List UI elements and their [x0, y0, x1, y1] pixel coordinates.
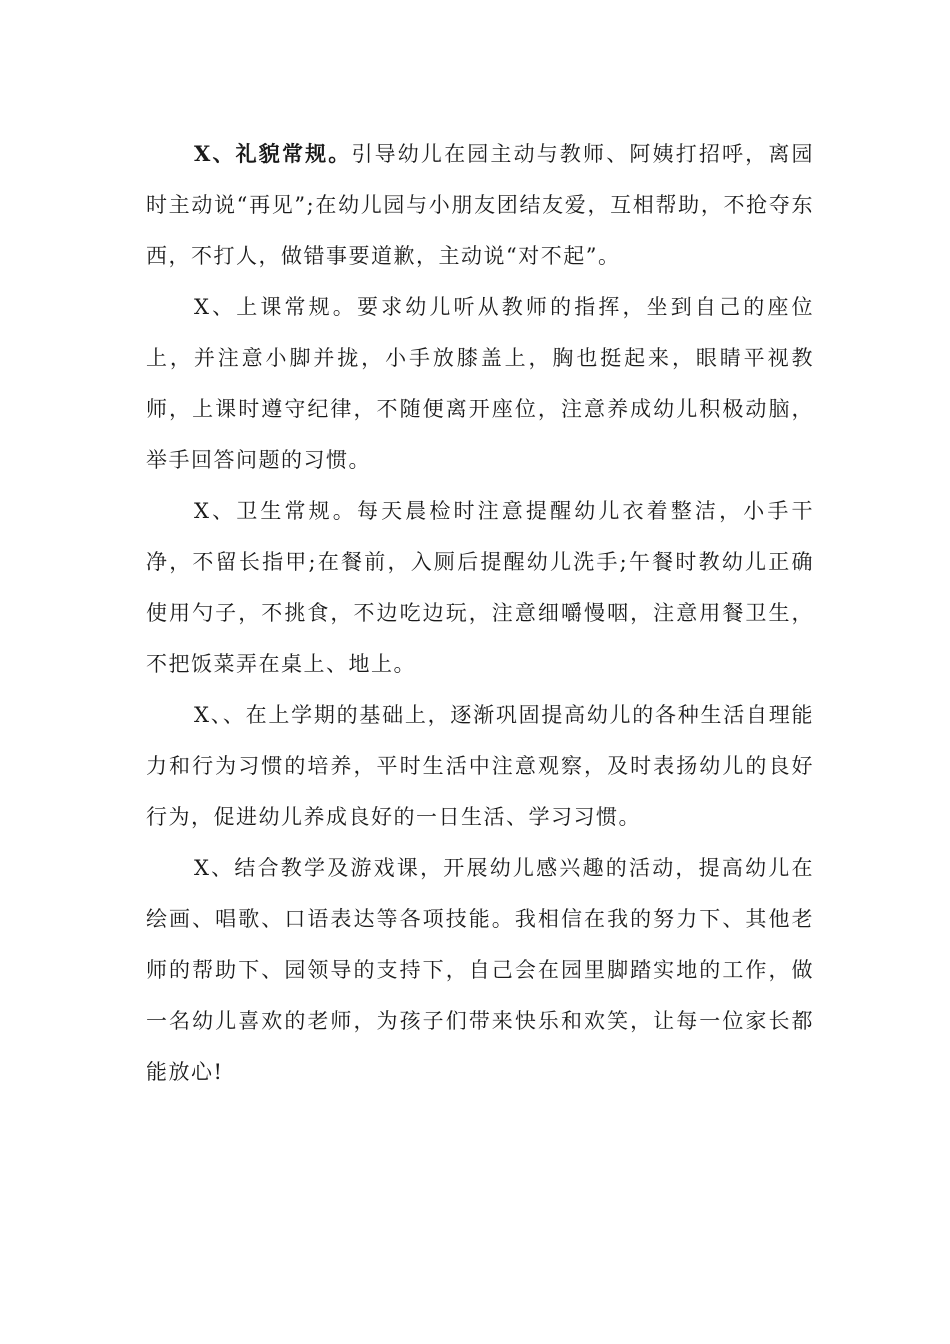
paragraph-text: X、结合教学及游戏课，开展幼儿感兴趣的活动，提高幼儿在绘画、唱歌、口语表达等各项技能。我相信在我的努力下、其他老师的帮助下、园领导的支持下，自己会在园里脚踏实地的工作，做一名幼儿喜欢的老师，为孩子们带来快乐和欢笑，让每一位家长都能放心! [146, 856, 814, 1084]
paragraph-activities [146, 843, 814, 1098]
paragraph-text: X、上课常规。要求幼儿听从教师的指挥，坐到自己的座位上，并注意小脚并拢，小手放膝盖上，胸也挺起来，眼睛平视教师，上课时遵守纪律，不随便离开座位，注意养成幼儿积极动脑，举手回答问题的习惯。 [146, 295, 814, 472]
document-body [146, 128, 814, 1098]
paragraph-etiquette [146, 128, 814, 282]
paragraph-self-care [146, 690, 814, 843]
paragraph-class-rules [146, 282, 814, 486]
paragraph-hygiene [146, 486, 814, 690]
paragraph-text: X、、在上学期的基础上，逐渐巩固提高幼儿的各种生活自理能力和行为习惯的培养，平时生活中注意观察，及时表扬幼儿的良好行为，促进幼儿养成良好的一日生活、学习习惯。 [146, 703, 814, 829]
paragraph-text: X、卫生常规。每天晨检时注意提醒幼儿衣着整洁，小手干净，不留长指甲;在餐前，入厕后提醒幼儿洗手;午餐时教幼儿正确使用勺子，不挑食，不边吃边玩，注意细嚼慢咽，注意用餐卫生，不把饭菜弄在桌上、地上。 [146, 499, 814, 676]
paragraph-lead: X、礼貌常规。 [194, 141, 352, 166]
paragraph-text: 引导幼儿在园主动与教师、阿姨打招呼，离园时主动说“再见”;在幼儿园与小朋友团结友爱，互相帮助，不抢夺东西，不打人，做错事要道歉，主动说“对不起”。 [146, 142, 815, 268]
